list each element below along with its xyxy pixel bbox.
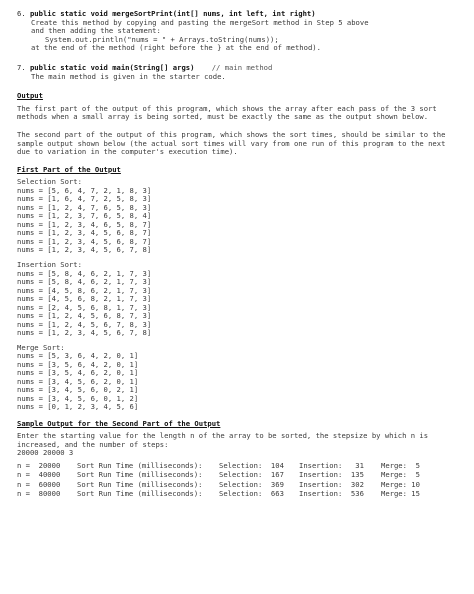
- step-7-line: The main method is given in the starter code.: [31, 71, 226, 81]
- merge-sort-output: [17, 344, 460, 412]
- step-6-line: and then adding the statement:: [31, 26, 161, 36]
- selection-sort-label: Selection Sort:: [17, 177, 82, 187]
- insertion-time: Insertion: 31: [299, 460, 364, 470]
- output-paragraph-2: The second part of the output of this program, which shows the sort times, should be similar to the sample output shown below (the actual sort times will vary from one run of this program to the next due to variation in the computer's execution time).: [17, 129, 446, 157]
- table-row: [17, 490, 460, 500]
- selection-time: Selection: 663: [219, 489, 284, 499]
- array-line: nums = [4, 5, 6, 8, 2, 1, 7, 3]: [17, 294, 152, 303]
- selection-time: Selection: 167: [219, 470, 284, 480]
- array-line: nums = [1, 2, 3, 4, 5, 6, 8, 7]: [17, 228, 152, 238]
- merge-time: Merge: 5: [381, 460, 420, 470]
- output-paragraph-1: The first part of the output of this program, which shows the array after each pass of the 3 sort methods when a small array is being sorted, must be exactly the same as the output shown below.: [17, 103, 437, 122]
- step-6-signature: public static void mergeSortPrint(int[] nums, int left, int right): [29, 9, 316, 18]
- array-line: nums = [1, 2, 4, 5, 6, 8, 7, 3]: [17, 311, 152, 320]
- insertion-sort-label: Insertion Sort:: [17, 259, 82, 269]
- array-line: nums = [1, 2, 4, 5, 6, 7, 8, 3]: [17, 319, 152, 329]
- array-line: nums = [5, 3, 6, 4, 2, 0, 1]: [17, 351, 139, 361]
- first-part-heading: First Part of the Output: [17, 164, 121, 174]
- array-line: nums = [5, 8, 4, 6, 2, 1, 7, 3]: [17, 268, 152, 278]
- array-line: nums = [3, 4, 5, 6, 0, 2, 1]: [17, 385, 139, 395]
- merge-time: Merge: 10: [381, 479, 420, 489]
- step-6-line: Create this method by copying and pasting the mergeSort method in Step 5 above: [31, 17, 369, 27]
- step-6-code: System.out.println("nums = " + Arrays.toString(nums));: [45, 34, 279, 44]
- second-part-heading: Sample Output for the Second Part of the Output: [17, 418, 221, 428]
- array-line: nums = [3, 4, 5, 6, 2, 0, 1]: [17, 376, 139, 386]
- insertion-sort-output: [17, 261, 460, 338]
- step-7-signature: public static void main(String[] args): [29, 62, 195, 72]
- step-6-number: 6.: [17, 9, 26, 18]
- step-6-after: at the end of the method (right before the } at the end of method).: [31, 43, 321, 53]
- array-line: nums = [2, 4, 5, 6, 8, 1, 7, 3]: [17, 302, 152, 312]
- output-heading: Output: [17, 91, 43, 101]
- row-label: Sort Run Time (milliseconds):: [77, 470, 203, 480]
- array-line: nums = [3, 5, 4, 6, 2, 0, 1]: [17, 368, 139, 378]
- array-line: nums = [3, 4, 5, 6, 0, 1, 2]: [17, 393, 139, 403]
- array-line: nums = [1, 2, 4, 7, 6, 5, 8, 3]: [17, 202, 152, 212]
- row-label: Sort Run Time (milliseconds):: [77, 489, 203, 499]
- array-line: nums = [1, 2, 3, 4, 5, 6, 7, 8]: [17, 245, 152, 255]
- merge-time: Merge: 5: [381, 470, 420, 480]
- array-line: nums = [1, 6, 4, 7, 2, 5, 8, 3]: [17, 194, 152, 204]
- second-part-input: 20000 20000 3: [17, 448, 74, 458]
- n-value: n = 40000: [17, 470, 61, 480]
- step-7-number: 7.: [17, 62, 26, 72]
- n-value: n = 60000: [17, 479, 61, 489]
- array-line: nums = [1, 2, 3, 4, 5, 6, 7, 8]: [17, 328, 152, 337]
- n-value: n = 20000: [17, 460, 61, 470]
- sort-times-table: [17, 462, 460, 500]
- step-7-comment: // main method: [211, 62, 273, 72]
- array-line: nums = [3, 5, 6, 4, 2, 0, 1]: [17, 359, 139, 369]
- selection-sort-output: [17, 178, 460, 255]
- n-value: n = 80000: [17, 489, 61, 499]
- merge-time: Merge: 15: [381, 489, 420, 499]
- array-line: nums = [5, 6, 4, 7, 2, 1, 8, 3]: [17, 185, 152, 195]
- selection-time: Selection: 369: [219, 479, 284, 489]
- insertion-time: Insertion: 536: [299, 489, 364, 499]
- array-line: nums = [1, 2, 3, 4, 5, 6, 8, 7]: [17, 236, 152, 246]
- array-line: nums = [0, 1, 2, 3, 4, 5, 6]: [17, 402, 139, 412]
- selection-time: Selection: 104: [219, 460, 284, 470]
- second-part-prompt: Enter the starting value for the length n of the array to be sorted, the stepsize by which n is increased, and the number of steps:: [17, 431, 429, 449]
- array-line: nums = [1, 2, 3, 7, 6, 5, 8, 4]: [17, 211, 152, 221]
- row-label: Sort Run Time (milliseconds):: [77, 460, 203, 470]
- insertion-time: Insertion: 302: [299, 479, 364, 489]
- array-line: nums = [5, 8, 4, 6, 2, 1, 7, 3]: [17, 277, 152, 286]
- step-7: [17, 64, 460, 81]
- merge-sort-label: Merge Sort:: [17, 342, 65, 352]
- step-6: [17, 10, 460, 53]
- insertion-time: Insertion: 135: [299, 470, 364, 480]
- row-label: Sort Run Time (milliseconds):: [77, 479, 203, 489]
- array-line: nums = [1, 2, 3, 4, 6, 5, 8, 7]: [17, 219, 152, 229]
- array-line: nums = [4, 5, 8, 6, 2, 1, 7, 3]: [17, 285, 152, 295]
